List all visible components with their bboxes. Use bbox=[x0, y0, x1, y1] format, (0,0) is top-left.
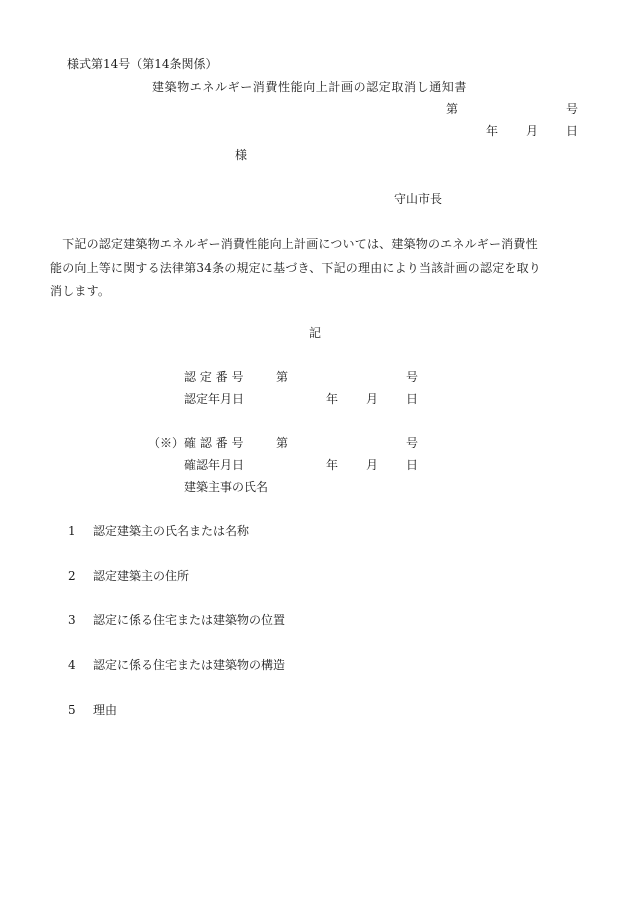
document-title: 建築物エネルギー消費性能向上計画の認定取消し通知書 bbox=[152, 80, 468, 94]
cert-number-suffix: 号 bbox=[406, 370, 419, 384]
confirm-date-day: 日 bbox=[406, 458, 419, 472]
body-line: 下記の認定建築物エネルギー消費性能向上計画については、建築物のエネルギー消費性 bbox=[50, 237, 538, 251]
item-label: 認定建築主の住所 bbox=[93, 569, 190, 583]
item-number: 1 bbox=[68, 524, 76, 538]
cert-number-prefix: 第 bbox=[276, 370, 289, 384]
body-line: 消します。 bbox=[50, 284, 111, 298]
item-label: 認定建築主の氏名または名称 bbox=[93, 524, 250, 538]
item-label: 理由 bbox=[93, 703, 118, 717]
notice-date-year: 年 bbox=[486, 124, 499, 138]
notice-date-day: 日 bbox=[566, 124, 579, 138]
notice-number-prefix: 第 bbox=[446, 102, 459, 116]
confirm-number-suffix: 号 bbox=[406, 436, 419, 450]
cert-date-label: 認定年月日 bbox=[184, 392, 245, 406]
item-number: 3 bbox=[68, 613, 76, 627]
confirm-date-year: 年 bbox=[326, 458, 339, 472]
cert-date-month: 月 bbox=[366, 392, 379, 406]
notice-body bbox=[50, 233, 590, 304]
notice-number-suffix: 号 bbox=[566, 102, 579, 116]
confirmation-note: （※） bbox=[148, 436, 185, 450]
building-official-label: 建築主事の氏名 bbox=[184, 480, 269, 494]
confirm-number-prefix: 第 bbox=[276, 436, 289, 450]
confirm-number-label: 確 認 番 号 bbox=[184, 436, 244, 450]
body-line: 能の向上等に関する法律第34条の規定に基づき、下記の理由により当該計画の認定を取り bbox=[50, 260, 541, 275]
item-number: 4 bbox=[68, 658, 76, 672]
notice-date-month: 月 bbox=[526, 124, 539, 138]
item-label: 認定に係る住宅または建築物の位置 bbox=[93, 613, 286, 627]
confirm-date-month: 月 bbox=[366, 458, 379, 472]
item-label: 認定に係る住宅または建築物の構造 bbox=[93, 658, 286, 672]
addressee-suffix: 様 bbox=[235, 148, 248, 162]
issuer-name: 守山市長 bbox=[394, 192, 443, 206]
confirm-date-label: 確認年月日 bbox=[184, 458, 245, 472]
cert-number-label: 認 定 番 号 bbox=[184, 370, 244, 384]
cert-date-year: 年 bbox=[326, 392, 339, 406]
cert-date-day: 日 bbox=[406, 392, 419, 406]
item-number: 5 bbox=[68, 703, 76, 717]
form-number: 様式第14号（第14条関係） bbox=[67, 57, 218, 71]
item-number: 2 bbox=[68, 569, 76, 583]
record-heading: 記 bbox=[309, 326, 322, 340]
